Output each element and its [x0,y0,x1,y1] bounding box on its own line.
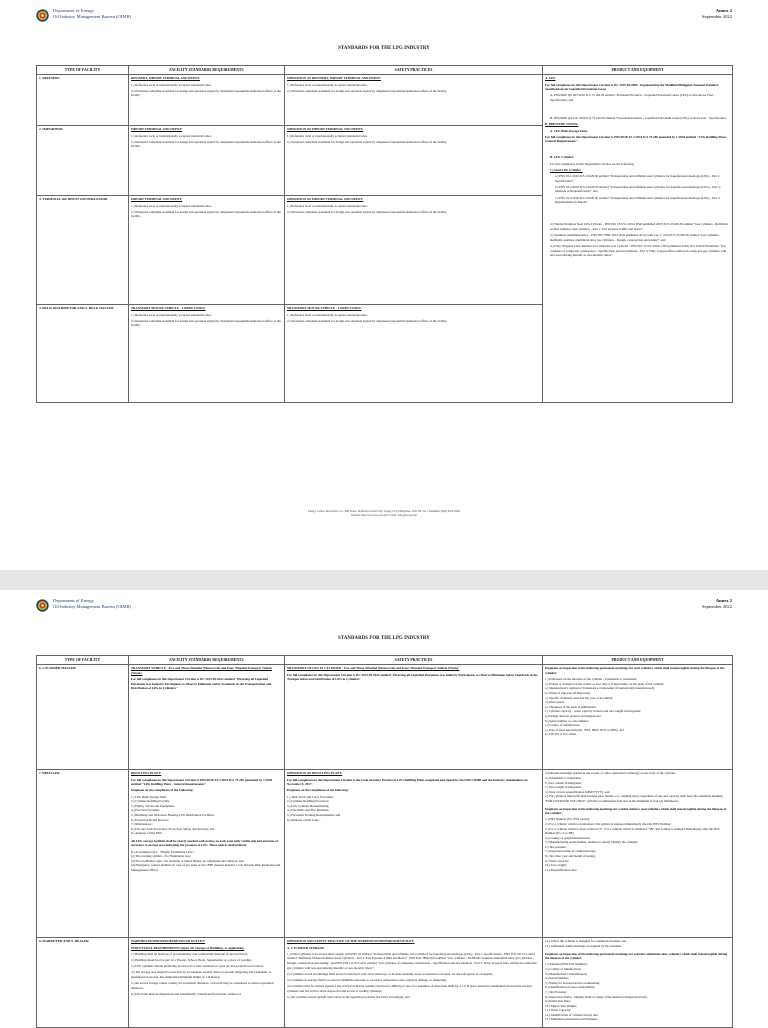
product-item: A. PNS/DOE QS 007:2016 ICS 75.160.30 entitled "Petroleum Products - Liquefied Petroleum Gases (LPG) as Non-motor Fuel - Specification; and [550,93,715,102]
list-item: 4.) Serial Number; [545,976,569,981]
facility-type-cell: 8. MARKETER AND 9. DEALER [37,938,129,1028]
list-item: a.) Manufacturer's registered Trademark or tradename (if domestically manufactured); [545,686,655,691]
safety-subheading: A. CYLINDER STORAGE [287,945,325,950]
list-item: 5.) Buildings and Structures Housing LPG Distribution Facilities; [131,812,215,817]
list-item: 3.) Piping, Valves and Equipment; [131,803,175,808]
list-item: 11.) Water Capacity; [545,1008,572,1013]
list-item: d.) Date of next requalification (MM/YYYY); and [545,789,610,794]
safety-heading: OPERATION AND SAFETY PRACTICE OF THE WAREHOUSE/SHOWROOM/OUTLET: [287,939,415,944]
facility-emphasis: Emphasis on the compliance of the Following: [131,788,194,793]
agency-line-1: Department of Energy [53,8,94,13]
page-footer [0,510,768,518]
list-item: 1.) Embossed on the shoulder of the cylinder - Trademark or tradename; [545,677,638,682]
list-item: 2.) Etched or Stamped on the collars or foot ring or if impossible, on the plate of the cylinder: [545,681,665,686]
table-header-row [37,66,733,75]
list-item: 6.) Fire walls must be impervious and substantially constructed from brick, reinforced [131,991,241,996]
list-item: (4) Emergency contact numbers in case of gas leaks or fire: BFP (nearest hospital, LGU Disaster Risk Reduction and Management Office). [131,863,281,873]
list-item: d.) Date tested; [545,700,565,705]
facility-item: 2.) Notarized compliant statement for design and operation signed by designated responsible/authorized officer of the facility. [131,139,281,149]
facility-item: 2.) Notarized compliant statement for design and operation signed by designated responsible/authorized officer of the facility. [131,318,281,328]
document-page-2 [0,590,768,1024]
agency-name [53,8,131,19]
list-item: (1) A warning notice - "Highly Flammable LPG"; [131,849,195,854]
list-item: 1.) Standard (PNS/ISO Number); [545,962,588,967]
page-separator [0,570,768,590]
product-equipment-cell [543,938,733,1028]
list-item: 4.) Cylinders may be stacked against a fire wall provided the quantity involved is 4000 kg or less. For quantities of more than 4000 kg, a 1.0 m space should be maintained between the stacked cylinders and fire wall to allow inspection and access to loading cylinders; [287,984,532,993]
letterhead [36,8,732,30]
safety-emphasis: Emphasis on the compliance of the following: [287,788,349,793]
facility-requirements-cell [129,196,285,305]
facility-type-cell: 2. IMPORTERS [37,126,129,196]
list-item: 5.) An excess storage cannot comply for separation distances, a firewall may be considered to reduce separation distances; [131,981,274,990]
list-item: 4.) Fire Drills and Fire Marshals; [287,808,330,813]
facility-item: 2.) Notarized compliant statement for design and operation signed by designated responsible/authorized officer of the facility. [131,209,281,219]
product-item: B. PNS/DOE QS 012: 2016 ICS 75.160.30 entitled "Petroleum Products - Liquefied Petroleum Gases (LPG) as motor fuel - Specification. [550,116,727,121]
list-item: 5.) Stamp for non-destructive examination; [545,980,600,985]
product-item: 3.) Seamless Aluminum Alloy - PNS ISO 7866: 2014 (ISO published 2012) with Cor. 1: 2014 ICS 23.020.30 entitled "Gas cylinders - Refillable seamless aluminium alloy gas cylinders - Design, construction and testing"; and [550,233,721,242]
list-item: 11.) Requalification date. [545,867,578,872]
product-item: b.) PNS 03-2:2018 ICS 23.020.30 entitled "Transportable and refillable steel cylinders for liquefied petroleum gas (LPG) - Part 2: Methods of Requalification"; and [555,184,721,194]
agency-line-2: Oil Industry Management Bureau (OIMB) [53,13,132,19]
list-item: 3.) Cylinders in storage shall be located to minimize exposure to excessive temperature rises, physical damage, or tampering; [287,977,447,982]
list-item: 2.) Cylinders stored in buildings shall not be located near exits, near stairways, or in areas normally used, or intended to be used, for the safe egress of occupants; [287,971,493,976]
list-item: 5.) Manufacturing serial number, number to clearly identify the cylinder; [545,840,638,845]
facility-heading: WAREHOUSE/SHOWROOM/RETAILER OUTLET: [131,939,206,944]
product-compliance-text: For full compliance in this Department Circular is DC 2019-06-0009 - Implementing the Modified Philippine National Standard Specifications for Liquefied Petroleum Gases [545,82,719,92]
safety-item: 2.) Notarized compliant statement for design and operation signed by designated responsible/authorized officer of the facility. [287,139,448,144]
facility-heading: REFILLING PLANT: [131,771,162,776]
annex-label [702,8,732,19]
list-item: 4.) Country of origin/manufacturer; [545,835,591,840]
product-marking-list [545,962,730,1022]
product-item: 2.) Welded Stainless Steel LPG Cylinder - PNS ISO 18172-1:2014 (ISO published 2007) ICS 23.020.30 entitled "Gas cylinders - Refillable welded stainless steel cylinders - Part 1: Test pressure 6 MPa and below". [550,222,728,231]
table-row [37,770,733,938]
safety-practices-cell [285,126,543,196]
facility-item: 1.) Reference local or internationally accepted standards/codes. [131,82,212,87]
safety-heading: OPERATION OF REFINERY, IMPORT TERMINAL AND DEPOT: [287,76,381,81]
list-item: 2.) Cylinder Refilling Procedure; [287,799,330,804]
product-compliance-text: For full compliance in this Department Circular is PNS/DOE FS 2:2018 ICS 75.200 amended by 1:2020 entitled "LPG Refilling Plant - General Requirements". [545,134,728,144]
list-item: 5.) All cylinders stored upright with valves in the uppermost position (for filled and empty); and [287,994,410,999]
list-item: k.) DTI PS or ICC mark. [545,732,577,737]
list-item: (3) Fire prohibition sign - No smoking or naked flames, no cellphones and cameras; and [131,858,244,863]
list-item: 7.) Test Pressure; [545,989,567,994]
list-item: 2.) Country of Manufacture; [545,966,582,971]
annex-label [702,598,732,609]
list-item: 6.) Test pressure; [545,844,567,849]
list-item: h.) Serial number or code number; [545,718,589,723]
safety-practices-cell [285,665,543,770]
safety-practices-cell [285,196,543,305]
facility-type-cell: 3. TERMINAL OR DEPOT OWNER/LESSOR [37,196,129,305]
list-item: e.) Thickness of the plate in millimeters; [545,704,597,709]
list-item: 8.) Test date: year and month of testing; [545,854,596,859]
agency-name [53,598,131,609]
list-item: 3.) Durable markings printed in ink screen, or other equivalent technology on the body of the cylinder: [545,771,676,776]
agency-line-1: Department of Energy [53,598,94,603]
safety-item-list [287,952,540,1000]
table-row [37,75,733,126]
list-item: 1.) PNS Number (Ex. PNS xxxxx); [545,817,590,822]
safety-item: 1.) Reference local or internationally accepted standards/codes. [287,133,368,138]
col-header-safety: SAFETY PRACTICES [285,656,543,665]
product-heading: Emphasis on inspection of the following permanent markings for steel cylinders which shall remain legible during the lifespan of the cylinder: [545,666,725,675]
product-equipment-cell [543,770,733,938]
list-item: 2.) Building should not be part of a Theater, School, Hotel, Supermarket or a place of worship; [131,957,252,962]
facility-note: All LPG storage facilities shall be clearly marked with notices on each externally visible side and entrance of enclosure to storage area indicating the presence of LPG. These notices shall indicate: [131,838,279,848]
facility-requirements-cell [129,770,285,938]
product-section-heading: B. PRESSURE VESSEL [545,122,579,127]
list-item: 1.) LPG Bulk Storage Tank; [131,794,167,799]
letterhead [36,598,732,620]
list-item: 8.) Inspection Stamp - Identity mark or stamp of the authorized inspection body; [545,994,648,999]
safety-heading: OPERATION OF IMPORT TERMINAL AND DEPOT: [287,127,364,132]
doe-seal-icon [36,599,49,612]
safety-practices-cell [285,75,543,126]
facility-item: 2.) Notarized compliant statement for design and operation signed by designated responsible/authorized officer of the facility. [131,88,281,98]
product-subheading: A. LPG Bulk Storage Tank: [550,128,588,133]
list-item: 8.) Fire and Leak Protection, Protection, Safety and Security; and [131,826,215,831]
list-item: 10.) Tare weight; [545,863,567,868]
facility-heading: TRANSPORT MOTOR VEHICLE - LORRY TANKS: [131,306,206,311]
facility-type-cell: 7. REFILLER [37,770,129,938]
standards-table-page-2 [36,655,733,1028]
document-title: STANDARDS FOR THE LPG INDUSTRY [338,46,430,51]
facility-item: 1.) Reference local or internationally accepted standards/codes. [131,133,212,138]
footer-address: Energy Center, Rizal Drive cor. 34th Street, Bonifacio Global City, Taguig City, Philippines 1632 Tel. No. (Trunkline) (632) 8479-2900 [308,510,460,513]
safety-item: 2.) Notarized compliant statement for design and operation signed by designated responsible/authorized officer of the facility. [287,88,448,93]
facility-requirements-cell [129,938,285,1028]
product-marking-list [545,771,730,803]
col-header-product: PRODUCT AND EQUIPMENT [543,66,733,75]
product-item: c.) PNS 03-3:2018 ICS 23.020.30 entitled "Transportable and refillable steel cylinders for liquefied petroleum gas (LPG) - Part 3: Requirements for Repair". [555,195,721,205]
list-item: 2.) For a cylinder which is normalized, this symbol is stamped immediately after the PNS Number; [545,821,672,826]
facility-requirements-cell [129,75,285,126]
annex-date: September 2022 [702,13,732,19]
annex-date: September 2022 [702,603,732,609]
safety-compliance-text: For full compliance in this Department Circular is the Code of Safety Practice in LPG Refilling Plant completed and signed by the DOE-OIMB and the Industry Stakeholders on November 9, 2017: [287,777,528,787]
product-subheading: B. LPG Cylinder: [550,155,575,160]
safety-item: 1.) Reference local or internationally accepted standards/codes. [287,203,368,208]
facility-requirements-cell [129,305,285,403]
list-item: 6.) Annexes of this Code. [287,817,320,822]
list-item: 3.) LPG cylinders should preferably be stored in a well-ventilated or open air and ground level location; [131,964,264,969]
product-intro: For full compliance in this Department Circular are the following: [550,161,635,166]
safety-heading: TRANSPORT MOTOR VEHICLE - LORRY TANKS: [287,306,362,311]
col-header-facility: FACILITY STANDARDS REQUIREMENTS [129,656,285,665]
list-item: 1.) Building shall be made up of predominantly non-combustible material (Concrete/Steel); [131,951,248,956]
list-item: 9.) Annexes of this PNS. [131,831,163,836]
product-heading: Emphasis on inspection of the following permanent markings for seamless aluminum alloy cylinders which shall remain legible during the lifespan of the cylinder: [545,951,728,961]
safety-practices-cell [285,938,543,1028]
col-header-type: TYPE OF FACILITY [37,66,129,75]
col-header-product: PRODUCT AND EQUIPMENT [543,656,733,665]
list-item: 1.) Filled cylinders to be stored shall comply with PNS 03 entitled "Transportable and refillable steel cylinders for liquefied petroleum gas (LPG) - Part 1 Specifications", PNS ISO 18172-1:2014 entitled "Refillable Welded Stainless Steel Cylinders - Part 1: Test Pressure 6 MPa and Below", PNS ISO 7866:2014 entitled "Gas cylinders - Refillable seamless aluminium alloy gas cylinders - Design, construction and testing", and PNS ISO 11119-3:2011 entitled "Gas cylinders of composite construction - Specification and test methods - Part 3: Fully wrapped fibre reinforced composite gas cylinders with non-load-sharing metallic or non-metallic liners"; [287,951,537,970]
facility-heading: IMPORT TERMINAL AND DEPOT: [131,197,183,202]
doe-seal-icon [36,9,49,22]
facility-item: 1.) Reference local or internationally accepted standards/codes. [131,312,212,317]
table-header-row [37,656,733,665]
facility-heading: TRANSPORT VEHICLE - Two and Three-Wheeled (Motorcycle) and Four, Wheeled Transport Vehicle (Truck): [131,666,272,675]
list-item: 13.) Minimum guaranteed wall thickness. [545,1017,599,1022]
annex-number: Annex 2 [715,598,732,603]
table-row [37,665,733,770]
list-item: 3.) Manufacturer's Identification; [545,971,588,976]
list-item: 2.) Cylinder Refilling Facility; [131,799,170,804]
safety-compliance-text: For full compliance in this Department Circular is DC 2015-09-0022 entitled "Directing all Liquefied Petroleum Gas Industry Participants to Observe Minimum Safety Standards in the Transportation and Distribution of LPG in Cylinders" [287,672,538,682]
safety-item: 1.) Reference local or internationally accepted standards/codes. [287,312,368,317]
facility-item-list [131,952,282,997]
list-item: 4.) Electrical Systems; [131,808,160,813]
list-item: 13.) Additional stamp markings as required by the customer. [545,943,623,948]
safety-item: 1.) Reference local or internationally accepted standards/codes. [287,82,368,87]
list-item: (2) The warning symbol - For Flammable Gas; [131,854,191,859]
safety-practices-cell [285,770,543,938]
facility-heading: REFINERY, IMPORT TERMINAL AND DEPOT: [131,76,200,81]
facility-type-cell: 6. CYLINDER HAULER [37,665,129,770]
safety-heading: OPERATION OF IMPORT TERMINAL AND DEPOT: [287,197,364,202]
facility-compliance-text: For full compliance in this Department Circular is DC 2015-09-0022 entitled "Directing all Liquefied Petroleum Gas Industry Participants to Observe Minimum Safety Standards in the Transportation and Distribution of LPG in Cylinders" [131,677,272,691]
list-item: 9.) Water capacity; [545,858,570,863]
facility-subheading: STRUCTURAL REQUIREMENTS (Open Air Storage or Buildings, as applicable): [131,945,245,950]
safety-item-list [287,795,540,823]
facility-type-cell: 1. REFINERS [37,75,129,126]
list-item: a.) Trademark or tradename; [545,775,582,780]
list-item: c.) Tare weight in kilograms; [545,785,582,790]
list-item: c.) Specific standards used and the year of its edition; [545,695,614,700]
col-header-safety: SAFETY PRACTICES [285,66,543,75]
list-item: e.) For cylinders filled with blend butane (also butane, e.g. camping type), regardless of size and capacity shall have the additional marking "FOR OUTDOOR USE ONLY" with the recommended font size at the minimum of four (4) millimeters. [545,794,723,803]
list-item: 12.) Where the cylinder is designed for commercial butane; and [545,939,627,944]
product-section-heading: A. LPG [545,76,556,81]
list-item: g.) Design and test pressure in megapascals; [545,713,602,718]
product-subheading: 1.) Steel LPG Cylinder - [550,167,583,172]
list-item: 1.) Tank Truck and Lorry Procedure; [287,794,334,799]
list-item: 3.) For a cylinder which is stress relieved "S". For a cylinder which is stabilized "SB", this symbol is stamped immediately after the PNS Number (Ex. S or SB); [545,826,720,836]
list-item: j.) Type of steel used (mostly: 70LT, 80LT, NGS to DPS); and [545,727,624,732]
product-item: 4.) Fully Wrapped Fibre Reinforced Composite Gas Cylinder - PNS ISO 11119-3:2011 (ISO published 2002) ICS 23.020.30 entitled "Gas cylinders of composite construction - Specification and test methods - Part 3: Fully wrapped fibre reinforced composite gas cylinders with non-load-sharing metallic or non-metallic liners". [550,243,727,258]
list-item: 4.) The storage area should be protected by an adequate security fence to prevent tampering and vandalism, or unauthorized persons. Recommended minimum height of: 1.8 meters; [131,970,272,979]
facility-requirements-cell [129,126,285,196]
list-item: 10.) Empty/Tare Weight; [545,1003,577,1008]
product-equipment-cell [543,75,733,403]
safety-item: 2.) Notarized compliant statement for design and operation signed by designated responsible/authorized officer of the facility. [287,209,448,214]
list-item: 7.) Maintenance; [131,822,153,827]
facility-item: 1.) Reference local or internationally accepted standards/codes. [131,203,212,208]
safety-item: 2.) Notarized compliant statement for design and operation signed by designated responsible/authorized officer of the facility. [287,318,448,323]
facility-heading: IMPORT TERMINAL AND DEPOT: [131,127,183,132]
product-marking-list [545,677,730,737]
col-header-type: TYPE OF FACILITY [37,656,129,665]
facility-requirements-cell [129,665,285,770]
facility-type-cell: 4. BULK DISTRIBUTOR AND 5. BULK HAULER [37,305,129,403]
annex-number: Annex 2 [715,8,732,13]
facility-compliance-text: For full compliance in this Department Circular is PNS/DOE FS 2:2018 ICS 75.200 (amended by 1:2020 entitled "LPG Refilling Plant - General Requirements" [131,777,273,787]
agency-line-2: Oil Industry Management Bureau (OIMB) [53,603,132,609]
standards-table-page-1 [36,65,733,403]
safety-heading: TRANSPORT OF LPG IN CYLINDER - Two and Three-Wheeled (Motorcycle) and Four, Wheeled Transport Vehicle (Truck): [287,666,460,671]
list-item: b.) Name of importer (if imported); [545,690,591,695]
footer-contact: Website: http://www.doe.gov.ph; E-mail: info@doe.gov.ph [351,513,417,517]
safety-practices-cell [285,305,543,403]
list-item: 6.) Protection Relief Devices; [131,817,169,822]
table-row [37,938,733,1028]
product-item: a.) PNS 03-1:2018 ICS 23.020.30 entitled "Transportable and refillable steel cylinders for liquefied petroleum gas (LPG) - Part 1: Specification"; [555,174,721,183]
product-heading: Emphasis on inspection of the following markings for welded stainless steel cylinders which shall remain legible during the lifespan of the cylinder: [545,806,727,816]
list-item: b.) Net content in kilograms; [545,780,582,785]
col-header-facility: FACILITY STANDARDS REQUIREMENTS [129,66,285,75]
product-equipment-cell [543,665,733,770]
list-item: f.) Cylinder capacity - water capacity in liters and tare weight in kilograms; [545,709,642,714]
list-item: 7.) Inspection stamp of competent body; [545,849,597,854]
document-title: STANDARDS FOR THE LPG INDUSTRY [338,636,430,641]
list-item: 9.) Initial Test Date; [545,999,571,1004]
list-item: 5.) Personnel Training Requirements; and [287,812,341,817]
list-item: i.) Country of manufacture; [545,723,581,728]
list-item: 12.) Identification of cylinder thread; and [545,1012,598,1017]
list-item: 6.) Identification of steel compatibility; [545,985,596,990]
facility-note-list [131,850,282,873]
product-marking-list [545,939,730,948]
product-marking-list [545,817,730,872]
facility-item-list [131,795,282,836]
list-item: 3.) LPG Cylinder Housekeeping; [287,803,330,808]
safety-heading: OPERATION OF REFILLING PLANT: [287,771,343,776]
